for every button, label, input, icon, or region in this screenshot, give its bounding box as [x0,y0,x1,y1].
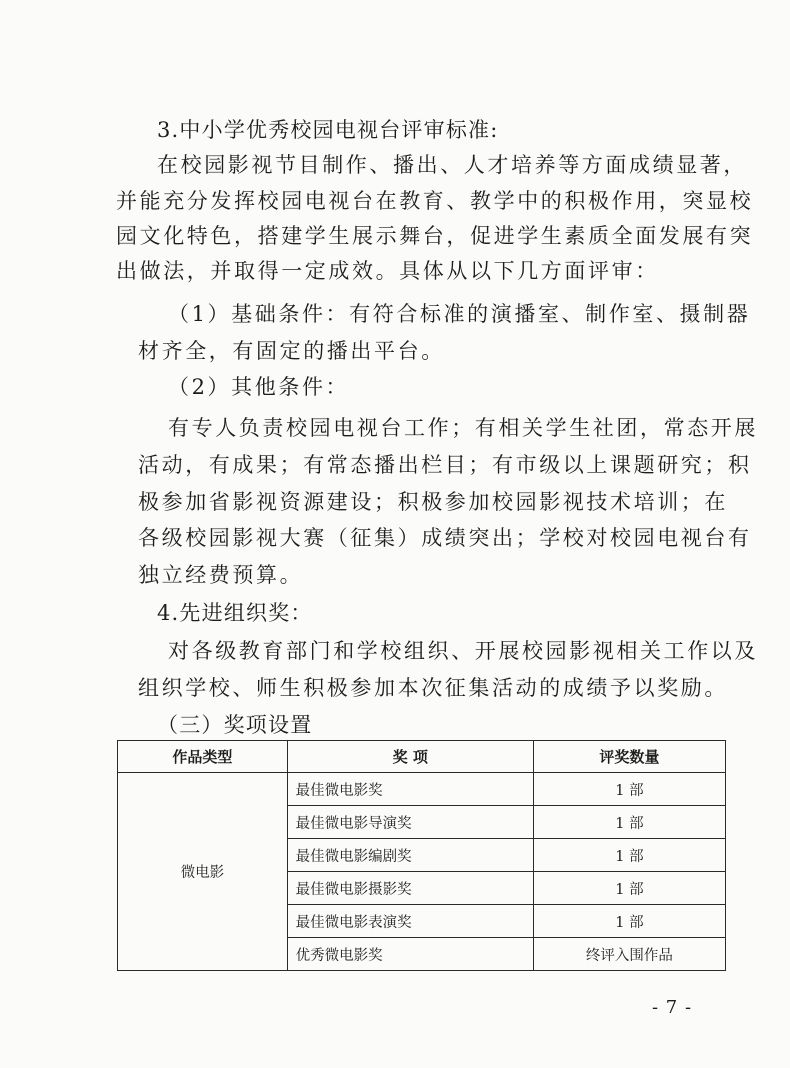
paragraph-line: 各级校园影视大赛（征集）成绩突出；学校对校园电视台有 [138,526,752,550]
page-number: - 7 - [652,997,693,1018]
header-count: 评奖数量 [533,741,725,773]
count-cell: 1 部 [533,872,725,905]
table-row [118,773,726,806]
count-cell: 1 部 [533,905,725,938]
header-work-type: 作品类型 [118,741,288,773]
paragraph-line: 材齐全，有固定的播出平台。 [138,339,445,363]
award-cell: 最佳微电影编剧奖 [287,839,533,872]
header-award: 奖 项 [287,741,533,773]
section-heading-awards: （三）奖项设置 [157,713,313,737]
award-cell: 最佳微电影奖 [287,773,533,806]
award-cell: 优秀微电影奖 [287,938,533,971]
awards-table [117,740,726,971]
category-cell: 微电影 [118,773,288,971]
count-cell: 终评入围作品 [533,938,725,971]
paragraph-line: 活动，有成果；有常态播出栏目；有市级以上课题研究；积 [138,453,752,477]
paragraph-line: 出做法，并取得一定成效。具体从以下几方面评审： [116,259,659,283]
award-cell: 最佳微电影摄影奖 [287,872,533,905]
table-header-row [118,741,726,773]
paragraph-line: 极参加省影视资源建设；积极参加校园影视技术培训；在 [138,490,728,514]
section-heading-3: 3.中小学优秀校园电视台评审标准: [157,118,499,142]
paragraph-line: 并能充分发挥校园电视台在教育、教学中的积极作用，突显校 [116,189,754,213]
count-cell: 1 部 [533,773,725,806]
count-cell: 1 部 [533,806,725,839]
paragraph-line: 对各级教育部门和学校组织、开展校园影视相关工作以及 [168,639,758,663]
paragraph-line: （1）基础条件：有符合标准的演播室、制作室、摄制器 [168,302,751,326]
award-cell: 最佳微电影表演奖 [287,905,533,938]
award-cell: 最佳微电影导演奖 [287,806,533,839]
paragraph-line: （2）其他条件： [168,375,350,399]
paragraph-line: 有专人负责校园电视台工作；有相关学生社团，常态开展 [168,416,758,440]
section-heading-4: 4.先进组织奖： [157,601,313,625]
paragraph-line: 组织学校、师生积极参加本次征集活动的成绩予以奖励。 [138,676,728,700]
count-cell: 1 部 [533,839,725,872]
paragraph-line: 园文化特色，搭建学生展示舞台，促进学生素质全面发展有突 [116,224,754,248]
paragraph-line: 在校园影视节目制作、播出、人才培养等方面成绩显著， [157,153,747,177]
paragraph-line: 独立经费预算。 [138,563,304,587]
